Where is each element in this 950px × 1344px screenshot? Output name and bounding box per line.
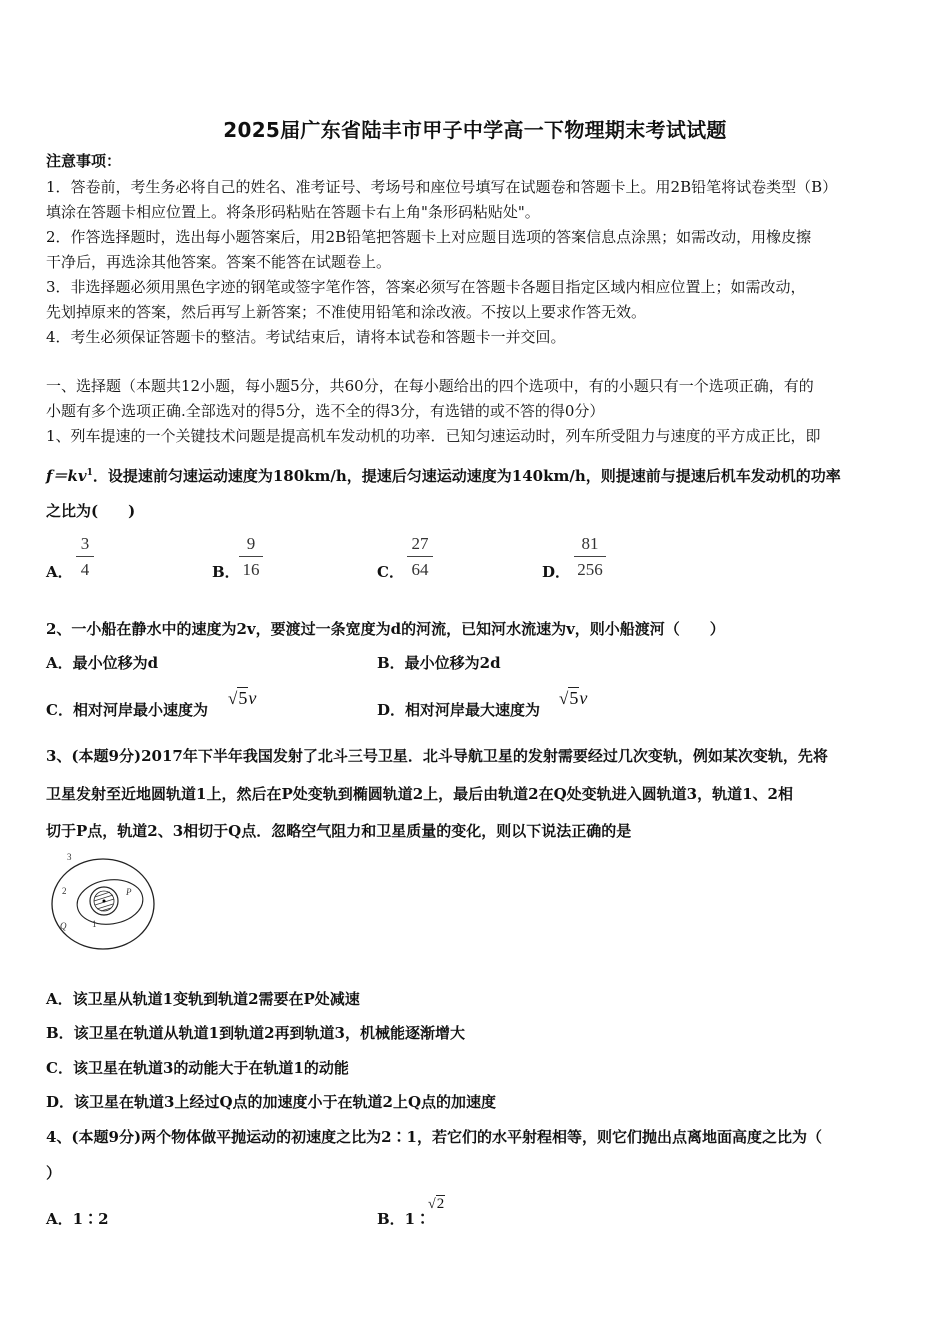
q3-option-d[interactable]: D．该卫星在轨道3上经过Q点的加速度小于在轨道2上Q点的加速度 [46,1093,497,1111]
q1-option-c-label[interactable]: C． [377,563,404,581]
section1-line-2: 小题有多个选项正确.全部选对的得5分，选不全的得3分，有选错的或不答的得0分） [46,402,605,420]
page-title: 2025届广东省陆丰市甲子中学高一下物理期末考试试题 [223,118,727,142]
label-orbit-2: 2 [62,886,67,896]
notice-line-2: 2．作答选择题时，选出每小题答案后，用2B铅笔把答题卡上对应题目选项的答案信息点涂黑；如需改动，用橡皮擦 [46,228,812,246]
q2-option-d-sqrt: √5v [559,688,588,708]
q1-c-num: 27 [411,534,429,553]
q4-line-1: 4、(本题9分)两个物体做平抛运动的初速度之比为2∶1，若它们的水平射程相等，则它们抛出点离地面高度之比为（ [46,1128,822,1146]
q2-option-d[interactable]: D．相对河岸最大速度为 [377,701,541,719]
q1-b-den: 16 [242,560,260,579]
earth-center [103,900,106,903]
q1-d-den: 256 [577,560,603,579]
q2-option-b[interactable]: B．最小位移为2d [377,654,501,672]
q1-b-num: 9 [246,534,256,553]
q1-line-2-text: ．设提速前匀速运动速度为180km/h，提速后匀速运动速度为140km/h，则提速前与提速后机车发动机的功率 [92,467,841,485]
q1-option-a-label[interactable]: A． [46,563,73,581]
notice-heading: 注意事项： [46,152,122,170]
q4-line-2: ） [46,1164,62,1182]
q1-option-b-fraction [238,534,264,580]
q1-line-2 [46,464,841,485]
q3-line-2: 卫星发射至近地圆轨道1上，然后在P处变轨到椭圆轨道2上，最后由轨道2在Q处变轨进入圆轨道3，轨道1、2相 [46,785,793,803]
notice-line-1b: 填涂在答题卡相应位置上。将条形码粘贴在答题卡右上角"条形码粘贴处"。 [46,203,540,221]
q3-line-1: 3、(本题9分)2017年下半年我国发射了北斗三号卫星．北斗导航卫星的发射需要经过几次变轨，例如某次变轨，先将 [46,747,828,765]
notice-line-1: 1．答卷前，考生务必将自己的姓名、准考证号、考场号和座位号填写在试题卷和答题卡上。用2B铅笔将试卷类型（B） [46,178,838,196]
q2-d-var: v [579,688,588,708]
q1-option-c-fraction [405,534,435,580]
q4-option-b[interactable]: B．1∶ [377,1210,431,1228]
orbit-diagram [48,852,160,952]
q1-line-1: 1、列车提速的一个关键技术问题是提高机车发动机的功率．已知匀速运动时，列车所受阻力与速度的平方成正比，即 [46,427,821,445]
q1-option-b-label[interactable]: B． [212,563,240,581]
q3-line-3: 切于P点，轨道2、3相切于Q点．忽略空气阻力和卫星质量的变化，则以下说法正确的是 [46,822,632,840]
q2-c-radicand: 5 [238,688,248,708]
q1-option-d-fraction [572,534,608,580]
q1-d-num: 81 [581,534,599,553]
label-point-p: P [126,887,132,897]
label-orbit-3: 3 [67,852,72,862]
q1-a-den: 4 [80,560,90,579]
label-point-q: Q [60,921,67,931]
section1-line-1: 一、选择题（本题共12小题，每小题5分，共60分，在每小题给出的四个选项中，有的小题只有一个选项正确，有的 [46,377,814,395]
notice-line-3: 3．非选择题必须用黑色字迹的钢笔或签字笔作答，答案必须写在答题卡各题目指定区域内相应位置上；如需改动， [46,278,806,296]
q2-c-var: v [248,688,257,708]
q1-option-a-fraction [74,534,96,580]
q1-a-num: 3 [80,534,90,553]
label-orbit-1: 1 [92,919,97,929]
q4-option-b-sqrt: √2 [428,1196,445,1212]
q1-line-3: 之比为( ) [46,502,136,520]
notice-line-2b: 干净后，再选涂其他答案。答案不能答在试题卷上。 [46,253,392,271]
q3-option-c[interactable]: C．该卫星在轨道3的动能大于在轨道1的动能 [46,1059,349,1077]
q2-d-radicand: 5 [569,688,579,708]
notice-line-4: 4．考生必须保证答题卡的整洁。考试结束后，请将本试卷和答题卡一并交回。 [46,328,566,346]
q2-option-c-sqrt: √5v [228,688,257,708]
q4-b-radicand: 2 [436,1196,445,1212]
q2-stem: 2、一小船在静水中的速度为2v，要渡过一条宽度为d的河流，已知河水流速为v，则小船渡河（ ） [46,620,725,638]
q2-option-c[interactable]: C．相对河岸最小速度为 [46,701,208,719]
q2-option-a[interactable]: A．最小位移为d [46,654,159,672]
q1-c-den: 64 [411,560,429,579]
q1-option-d-label[interactable]: D． [542,563,571,581]
notice-line-3b: 先划掉原来的答案，然后再写上新答案；不准使用铅笔和涂改液。不按以上要求作答无效。 [46,303,647,321]
q4-option-a[interactable]: A．1∶2 [46,1210,109,1228]
q1-formula: f＝kv [46,467,87,485]
q3-option-a[interactable]: A．该卫星从轨道1变轨到轨道2需要在P处减速 [46,990,360,1008]
q3-option-b[interactable]: B．该卫星在轨道从轨道1到轨道2再到轨道3，机械能逐渐增大 [46,1024,465,1042]
q1-formula-sup: 1 [86,468,93,478]
